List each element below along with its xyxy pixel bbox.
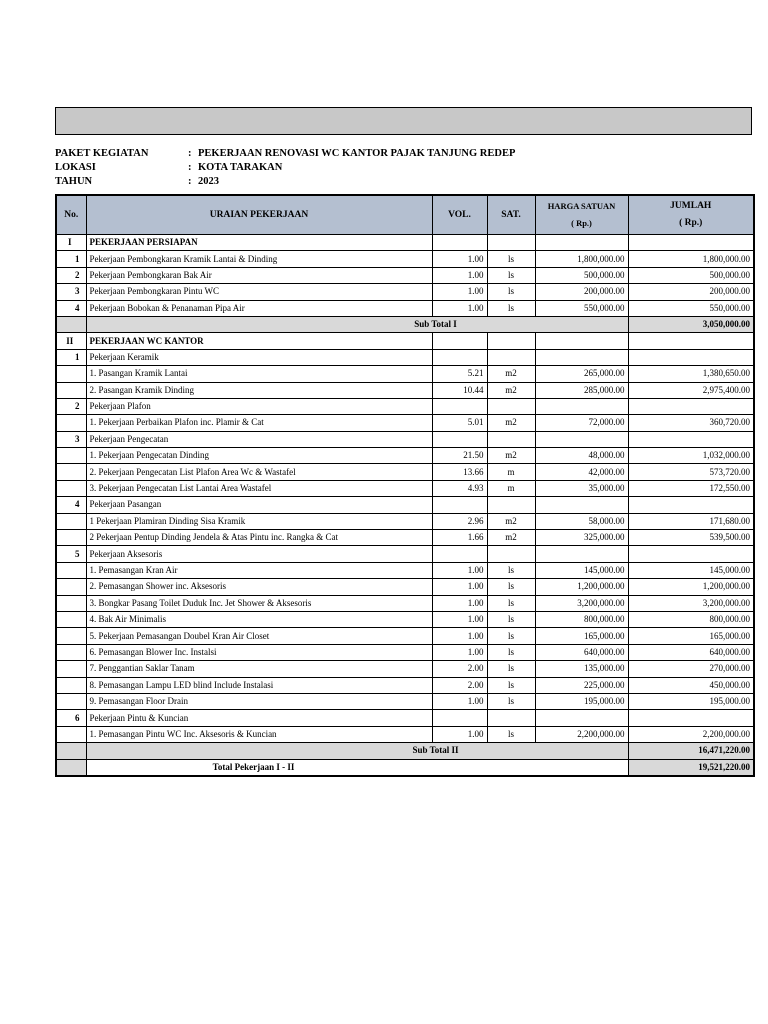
row-amount: 573,720.00 [628, 464, 754, 480]
row-number: 3 [56, 431, 86, 447]
row-unit: ls [487, 693, 535, 709]
sat-cell [487, 497, 535, 513]
vol-cell [432, 349, 487, 365]
row-number: I [56, 235, 86, 251]
row-description: 1. Pasangan Kramik Lantai [86, 366, 432, 382]
row-description: Pekerjaan Pasangan [86, 497, 432, 513]
row-unit: m2 [487, 415, 535, 431]
row-volume: 1.00 [432, 300, 487, 316]
row-number: 5 [56, 546, 86, 562]
row-description: 1. Pemasangan Pintu WC Inc. Aksesoris & Kuncian [86, 726, 432, 742]
row-amount: 1,032,000.00 [628, 448, 754, 464]
row-description: Pekerjaan Pengecatan [86, 431, 432, 447]
row-unit: ls [487, 562, 535, 578]
group-row [56, 710, 754, 726]
header-harga [535, 195, 628, 235]
row-unit: ls [487, 628, 535, 644]
row-amount: 550,000.00 [628, 300, 754, 316]
row-amount: 145,000.00 [628, 562, 754, 578]
row-number: 1 [56, 251, 86, 267]
row-unit: m2 [487, 366, 535, 382]
row-unit-price: 1,200,000.00 [535, 579, 628, 595]
total-amount: 19,521,220.00 [628, 759, 754, 776]
row-amount: 172,550.00 [628, 480, 754, 496]
row-volume: 1.66 [432, 530, 487, 546]
row-description: PEKERJAAN WC KANTOR [86, 333, 432, 349]
table-row [56, 464, 754, 480]
row-description: 2. Pasangan Kramik Dinding [86, 382, 432, 398]
boq-table [55, 194, 755, 777]
row-unit-price: 500,000.00 [535, 267, 628, 283]
row-amount: 800,000.00 [628, 611, 754, 627]
row-number: 4 [56, 300, 86, 316]
row-unit-price: 225,000.00 [535, 677, 628, 693]
table-row [56, 644, 754, 660]
header-no: No. [56, 195, 86, 235]
header-harga-label: HARGA SATUAN [547, 201, 616, 211]
row-volume: 1.00 [432, 579, 487, 595]
row-unit: ls [487, 251, 535, 267]
table-row [56, 513, 754, 529]
row-number [56, 464, 86, 480]
subtotal-amount: 3,050,000.00 [628, 316, 754, 332]
row-amount: 195,000.00 [628, 693, 754, 709]
section-row [56, 333, 754, 349]
row-unit-price: 72,000.00 [535, 415, 628, 431]
header-harga-unit: ( Rp.) [571, 218, 592, 228]
jumlah-cell [628, 497, 754, 513]
row-unit: m2 [487, 530, 535, 546]
row-unit: ls [487, 579, 535, 595]
header-jumlah [628, 195, 754, 235]
row-description: PEKERJAAN PERSIAPAN [86, 235, 432, 251]
row-description: 7. Penggantian Saklar Tanam [86, 661, 432, 677]
title-bar [55, 107, 752, 135]
subtotal-row [56, 316, 754, 332]
vol-cell [432, 235, 487, 251]
row-unit-price: 58,000.00 [535, 513, 628, 529]
row-unit: ls [487, 267, 535, 283]
row-unit: m [487, 480, 535, 496]
row-number: 3 [56, 284, 86, 300]
row-number: 4 [56, 497, 86, 513]
row-volume: 1.00 [432, 562, 487, 578]
total-label: Total Pekerjaan I - II [86, 759, 628, 776]
row-unit: ls [487, 726, 535, 742]
row-amount: 2,200,000.00 [628, 726, 754, 742]
row-amount: 640,000.00 [628, 644, 754, 660]
header-sat: SAT. [487, 195, 535, 235]
table-row [56, 677, 754, 693]
table-header-row [56, 195, 754, 235]
row-description: 1 Pekerjaan Plamiran Dinding Sisa Kramik [86, 513, 432, 529]
row-amount: 2,975,400.00 [628, 382, 754, 398]
row-unit-price: 165,000.00 [535, 628, 628, 644]
sat-cell [487, 398, 535, 414]
row-unit-price: 800,000.00 [535, 611, 628, 627]
row-description: Pekerjaan Pintu & Kuncian [86, 710, 432, 726]
row-number [56, 530, 86, 546]
row-volume: 1.00 [432, 595, 487, 611]
row-number: 2 [56, 398, 86, 414]
row-number [56, 562, 86, 578]
row-volume: 4.93 [432, 480, 487, 496]
row-description: Pekerjaan Pembongkaran Kramik Lantai & Dinding [86, 251, 432, 267]
row-unit-price: 640,000.00 [535, 644, 628, 660]
table-row [56, 284, 754, 300]
row-unit: ls [487, 677, 535, 693]
sat-cell [487, 546, 535, 562]
header-jumlah-label: JUMLAH [670, 201, 712, 211]
header-uraian: URAIAN PEKERJAAN [86, 195, 432, 235]
row-unit: m2 [487, 448, 535, 464]
table-row [56, 300, 754, 316]
row-amount: 450,000.00 [628, 677, 754, 693]
table-row [56, 726, 754, 742]
row-volume: 5.01 [432, 415, 487, 431]
row-volume: 2.96 [432, 513, 487, 529]
row-unit-price: 550,000.00 [535, 300, 628, 316]
row-number [56, 611, 86, 627]
jumlah-cell [628, 349, 754, 365]
row-number [56, 366, 86, 382]
subtotal-spacer [56, 316, 86, 332]
table-row [56, 382, 754, 398]
row-unit: m2 [487, 382, 535, 398]
row-volume: 1.00 [432, 251, 487, 267]
sat-cell [487, 349, 535, 365]
row-description: 9. Pemasangan Floor Drain [86, 693, 432, 709]
table-row [56, 562, 754, 578]
info-separator: : [188, 162, 192, 173]
row-volume: 5.21 [432, 366, 487, 382]
row-description: 2. Pemasangan Shower inc. Aksesoris [86, 579, 432, 595]
row-description: 1. Pemasangan Kran Air [86, 562, 432, 578]
table-row [56, 415, 754, 431]
sat-cell [487, 710, 535, 726]
row-description: 6. Pemasangan Blower Inc. Instalsi [86, 644, 432, 660]
row-volume: 1.00 [432, 693, 487, 709]
row-description: 3. Pekerjaan Pengecatan List Lantai Area Wastafel [86, 480, 432, 496]
jumlah-cell [628, 431, 754, 447]
row-description: 3. Bongkar Pasang Toilet Duduk Inc. Jet Shower & Aksesoris [86, 595, 432, 611]
subtotal-amount: 16,471,220.00 [628, 743, 754, 759]
row-amount: 165,000.00 [628, 628, 754, 644]
jumlah-cell [628, 333, 754, 349]
group-row [56, 497, 754, 513]
harga-cell [535, 431, 628, 447]
row-unit-price: 135,000.00 [535, 661, 628, 677]
row-number [56, 480, 86, 496]
info-value: PEKERJAAN RENOVASI WC KANTOR PAJAK TANJUNG REDEP [198, 148, 516, 159]
row-amount: 1,380,650.00 [628, 366, 754, 382]
row-description: 4. Bak Air Minimalis [86, 611, 432, 627]
row-number [56, 693, 86, 709]
row-number: 2 [56, 267, 86, 283]
table-row [56, 579, 754, 595]
row-volume: 13.66 [432, 464, 487, 480]
row-unit-price: 200,000.00 [535, 284, 628, 300]
row-number [56, 661, 86, 677]
info-key: LOKASI [55, 162, 96, 173]
row-description: 1. Pekerjaan Perbaikan Plafon inc. Plamir & Cat [86, 415, 432, 431]
row-unit-price: 42,000.00 [535, 464, 628, 480]
row-unit: ls [487, 595, 535, 611]
harga-cell [535, 546, 628, 562]
jumlah-cell [628, 398, 754, 414]
row-number [56, 644, 86, 660]
row-number [56, 448, 86, 464]
row-unit-price: 285,000.00 [535, 382, 628, 398]
table-row [56, 251, 754, 267]
row-volume: 21.50 [432, 448, 487, 464]
table-row [56, 448, 754, 464]
harga-cell [535, 349, 628, 365]
jumlah-cell [628, 710, 754, 726]
row-description: 2. Pekerjaan Pengecatan List Plafon Area Wc & Wastafel [86, 464, 432, 480]
row-unit-price: 325,000.00 [535, 530, 628, 546]
subtotal-row [56, 743, 754, 759]
harga-cell [535, 497, 628, 513]
row-number [56, 726, 86, 742]
vol-cell [432, 431, 487, 447]
row-description: Pekerjaan Bobokan & Penanaman Pipa Air [86, 300, 432, 316]
row-volume: 10.44 [432, 382, 487, 398]
row-volume: 1.00 [432, 628, 487, 644]
row-description: Pekerjaan Keramik [86, 349, 432, 365]
row-amount: 539,500.00 [628, 530, 754, 546]
row-amount: 1,800,000.00 [628, 251, 754, 267]
row-volume: 1.00 [432, 644, 487, 660]
subtotal-label: Sub Total I [86, 316, 628, 332]
row-unit: m2 [487, 513, 535, 529]
row-unit-price: 3,200,000.00 [535, 595, 628, 611]
row-volume: 1.00 [432, 267, 487, 283]
row-number [56, 595, 86, 611]
row-description: 5. Pekerjaan Pemasangan Doubel Kran Air Closet [86, 628, 432, 644]
row-unit-price: 265,000.00 [535, 366, 628, 382]
subtotal-spacer [56, 743, 86, 759]
table-row [56, 693, 754, 709]
header-vol: VOL. [432, 195, 487, 235]
row-amount: 270,000.00 [628, 661, 754, 677]
row-unit-price: 1,800,000.00 [535, 251, 628, 267]
grand-total-row [56, 759, 754, 776]
row-description: 2 Pekerjaan Pentup Dinding Jendela & Atas Pintu inc. Rangka & Cat [86, 530, 432, 546]
table-row [56, 628, 754, 644]
row-amount: 500,000.00 [628, 267, 754, 283]
row-number: 1 [56, 349, 86, 365]
row-unit-price: 48,000.00 [535, 448, 628, 464]
row-description: Pekerjaan Pembongkaran Pintu WC [86, 284, 432, 300]
info-key: PAKET KEGIATAN [55, 148, 149, 159]
table-row [56, 661, 754, 677]
sat-cell [487, 431, 535, 447]
section-row [56, 235, 754, 251]
row-description: 1. Pekerjaan Pengecatan Dinding [86, 448, 432, 464]
info-value: KOTA TARAKAN [198, 162, 283, 173]
vol-cell [432, 398, 487, 414]
row-volume: 2.00 [432, 661, 487, 677]
row-amount: 360,720.00 [628, 415, 754, 431]
row-unit: ls [487, 661, 535, 677]
row-unit-price: 195,000.00 [535, 693, 628, 709]
row-number [56, 628, 86, 644]
vol-cell [432, 710, 487, 726]
jumlah-cell [628, 546, 754, 562]
group-row [56, 431, 754, 447]
row-volume: 1.00 [432, 611, 487, 627]
table-row [56, 595, 754, 611]
sat-cell [487, 333, 535, 349]
vol-cell [432, 546, 487, 562]
vol-cell [432, 497, 487, 513]
jumlah-cell [628, 235, 754, 251]
row-unit: ls [487, 284, 535, 300]
table-row [56, 267, 754, 283]
row-volume: 2.00 [432, 677, 487, 693]
row-number [56, 382, 86, 398]
row-unit-price: 35,000.00 [535, 480, 628, 496]
row-number: 6 [56, 710, 86, 726]
table-row [56, 530, 754, 546]
row-number [56, 579, 86, 595]
subtotal-label: Sub Total II [86, 743, 628, 759]
row-unit: ls [487, 300, 535, 316]
row-unit: ls [487, 611, 535, 627]
row-number [56, 415, 86, 431]
info-key: TAHUN [55, 176, 93, 187]
sat-cell [487, 235, 535, 251]
vol-cell [432, 333, 487, 349]
row-number: II [56, 333, 86, 349]
row-amount: 1,200,000.00 [628, 579, 754, 595]
row-volume: 1.00 [432, 284, 487, 300]
group-row [56, 398, 754, 414]
harga-cell [535, 235, 628, 251]
table-row [56, 366, 754, 382]
row-number [56, 677, 86, 693]
info-value: 2023 [198, 176, 219, 187]
row-description: 8. Pemasangan Lampu LED blind Include Instalasi [86, 677, 432, 693]
row-description: Pekerjaan Plafon [86, 398, 432, 414]
row-amount: 3,200,000.00 [628, 595, 754, 611]
info-separator: : [188, 176, 192, 187]
harga-cell [535, 333, 628, 349]
row-unit-price: 145,000.00 [535, 562, 628, 578]
table-row [56, 611, 754, 627]
info-separator: : [188, 148, 192, 159]
row-unit-price: 2,200,000.00 [535, 726, 628, 742]
harga-cell [535, 710, 628, 726]
row-unit: ls [487, 644, 535, 660]
row-amount: 200,000.00 [628, 284, 754, 300]
row-number [56, 513, 86, 529]
group-row [56, 546, 754, 562]
group-row [56, 349, 754, 365]
header-jumlah-unit: ( Rp.) [679, 218, 703, 228]
row-description: Pekerjaan Aksesoris [86, 546, 432, 562]
total-spacer [56, 759, 86, 776]
harga-cell [535, 398, 628, 414]
table-row [56, 480, 754, 496]
row-unit: m [487, 464, 535, 480]
row-amount: 171,680.00 [628, 513, 754, 529]
row-description: Pekerjaan Pembongkaran Bak Air [86, 267, 432, 283]
row-volume: 1.00 [432, 726, 487, 742]
